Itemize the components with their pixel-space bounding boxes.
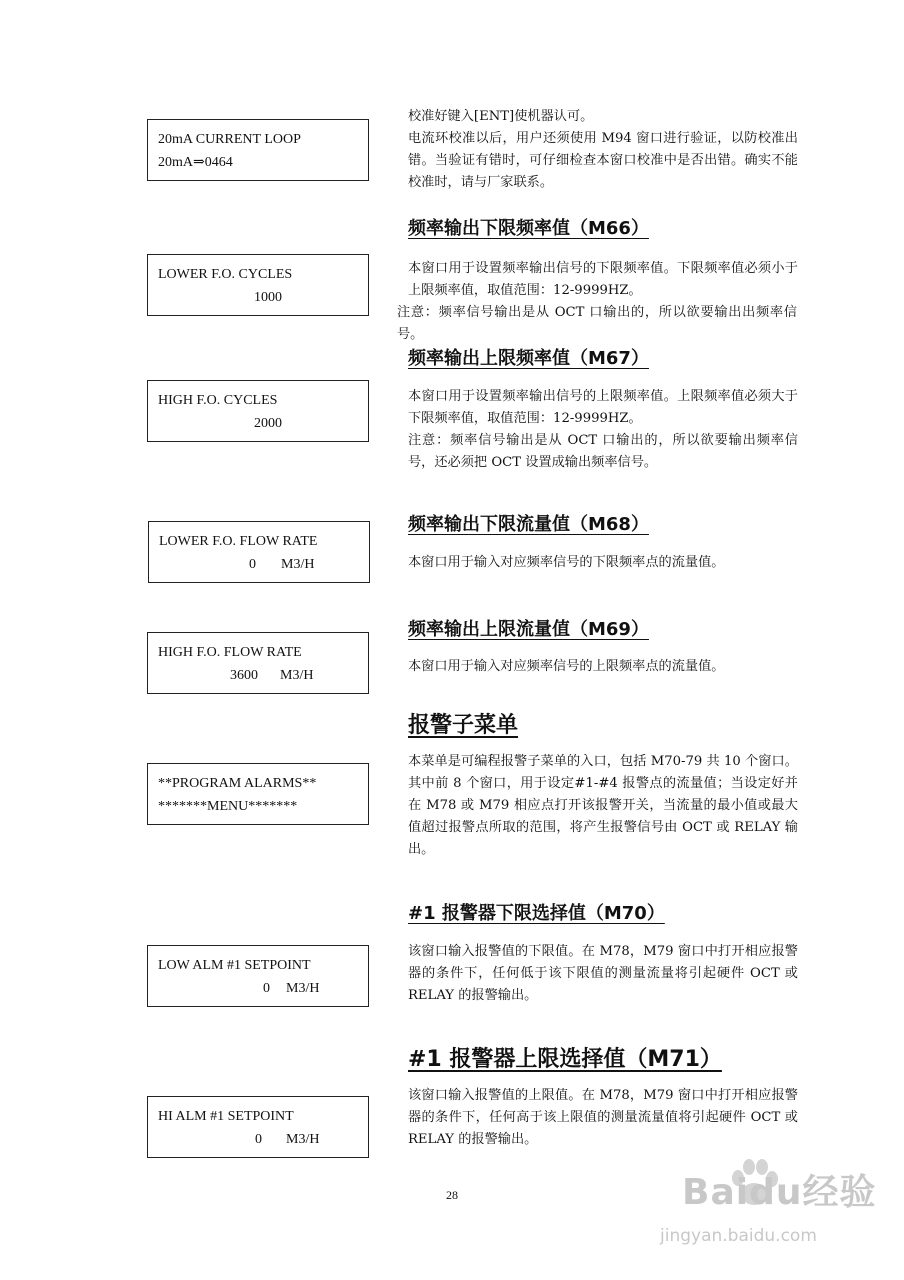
lcd-line-1: LOWER F.O. FLOW RATE bbox=[159, 534, 318, 549]
heading-m71: #1 报警器上限选择值（M71） bbox=[408, 1047, 722, 1072]
lcd-line-1: **PROGRAM ALARMS** bbox=[158, 776, 317, 791]
lcd-line-1: LOW ALM #1 SETPOINT bbox=[158, 958, 311, 973]
lcd-hi-alm-setpoint bbox=[147, 1096, 369, 1158]
m67-note: 注意：频率信号输出是从 OCT 口输出的，所以欲要输出频率信号，还必须把 OCT 设置成输出频率信号。 bbox=[408, 433, 798, 470]
heading-alarms: 报警子菜单 bbox=[408, 713, 519, 738]
lcd-line-1: HIGH F.O. FLOW RATE bbox=[158, 645, 302, 660]
heading-m66: 频率输出下限频率值（M66） bbox=[408, 218, 649, 239]
m67-description: 本窗口用于设置频率输出信号的上限频率值。上限频率值必须大于下限频率值，取值范围：12-9999HZ。 bbox=[408, 389, 798, 426]
m69-description: 本窗口用于输入对应频率信号的上限频率点的流量值。 bbox=[408, 659, 725, 674]
m68-description: 本窗口用于输入对应频率信号的下限频率点的流量值。 bbox=[408, 555, 725, 570]
lcd-lower-fo-cycles bbox=[147, 254, 369, 316]
watermark-url: jingyan.baidu.com bbox=[660, 1226, 817, 1246]
lcd-lower-fo-flow-rate bbox=[148, 521, 370, 583]
calibration-text-2: 电流环校准以后，用户还须使用 M94 窗口进行验证，以防校准出错。当验证有错时，可仔细检查本窗口校准中是否出错。确实不能校准时，请与厂家联系。 bbox=[408, 131, 798, 190]
heading-m68: 频率输出下限流量值（M68） bbox=[408, 514, 649, 535]
lcd-line-2: 20mA⇒0464 bbox=[158, 155, 233, 170]
heading-m67: 频率输出上限频率值（M67） bbox=[408, 348, 649, 369]
heading-m69: 频率输出上限流量值（M69） bbox=[408, 619, 649, 640]
lcd-line-1: HIGH F.O. CYCLES bbox=[158, 393, 278, 408]
lcd-low-alm-setpoint bbox=[147, 945, 369, 1007]
lcd-line-2: *******MENU******* bbox=[158, 799, 298, 814]
watermark-brand: Baidu经验 bbox=[682, 1172, 877, 1213]
m71-description: 该窗口输入报警值的上限值。在 M78，M79 窗口中打开相应报警器的条件下，任何高于该上限值的测量流量值将引起硬件 OCT 或 RELAY 的报警输出。 bbox=[408, 1088, 798, 1147]
lcd-line-2: 2000 bbox=[254, 416, 282, 431]
page-number: 28 bbox=[446, 1188, 458, 1202]
lcd-unit: M3/H bbox=[280, 668, 314, 683]
lcd-high-fo-flow-rate bbox=[147, 632, 369, 694]
lcd-unit: M3/H bbox=[281, 557, 315, 572]
lcd-high-fo-cycles bbox=[147, 380, 369, 442]
lcd-20ma-current-loop bbox=[147, 119, 369, 181]
heading-m70: #1 报警器下限选择值（M70） bbox=[408, 903, 665, 924]
lcd-line-1: 20mA CURRENT LOOP bbox=[158, 132, 301, 147]
lcd-unit: M3/H bbox=[286, 981, 320, 996]
lcd-line-1: HI ALM #1 SETPOINT bbox=[158, 1109, 294, 1124]
alarms-description: 本菜单是可编程报警子菜单的入口，包括 M70-79 共 10 个窗口。其中前 8 个窗口，用于设定#1-#4 报警点的流量值；当设定好并在 M78 或 M79 相应点打开该报警开关，当流量的最小值或最大值超过报警点所取的范围，将产生报警信号由 OCT 或 RELAY 输出。 bbox=[408, 754, 798, 857]
lcd-program-alarms-menu bbox=[147, 763, 369, 825]
m70-description: 该窗口输入报警值的下限值。在 M78，M79 窗口中打开相应报警器的条件下，任何低于该下限值的测量流量将引起硬件 OCT 或 RELAY 的报警输出。 bbox=[408, 944, 798, 1003]
lcd-value: 0 bbox=[255, 1132, 262, 1147]
lcd-value: 0 bbox=[263, 981, 270, 996]
lcd-line-2: 1000 bbox=[254, 290, 282, 305]
lcd-unit: M3/H bbox=[286, 1132, 320, 1147]
m66-description: 本窗口用于设置频率输出信号的下限频率值。下限频率值必须小于上限频率值，取值范围：12-9999HZ。 bbox=[408, 261, 798, 298]
calibration-text-1: 校准好键入[ENT]使机器认可。 bbox=[408, 109, 594, 124]
lcd-value: 3600 bbox=[230, 668, 258, 683]
lcd-value: 0 bbox=[249, 557, 256, 572]
baidu-watermark bbox=[646, 1150, 877, 1275]
lcd-line-1: LOWER F.O. CYCLES bbox=[158, 267, 293, 282]
m66-note: 注意：频率信号输出是从 OCT 口输出的，所以欲要输出出频率信号。 bbox=[397, 305, 797, 342]
